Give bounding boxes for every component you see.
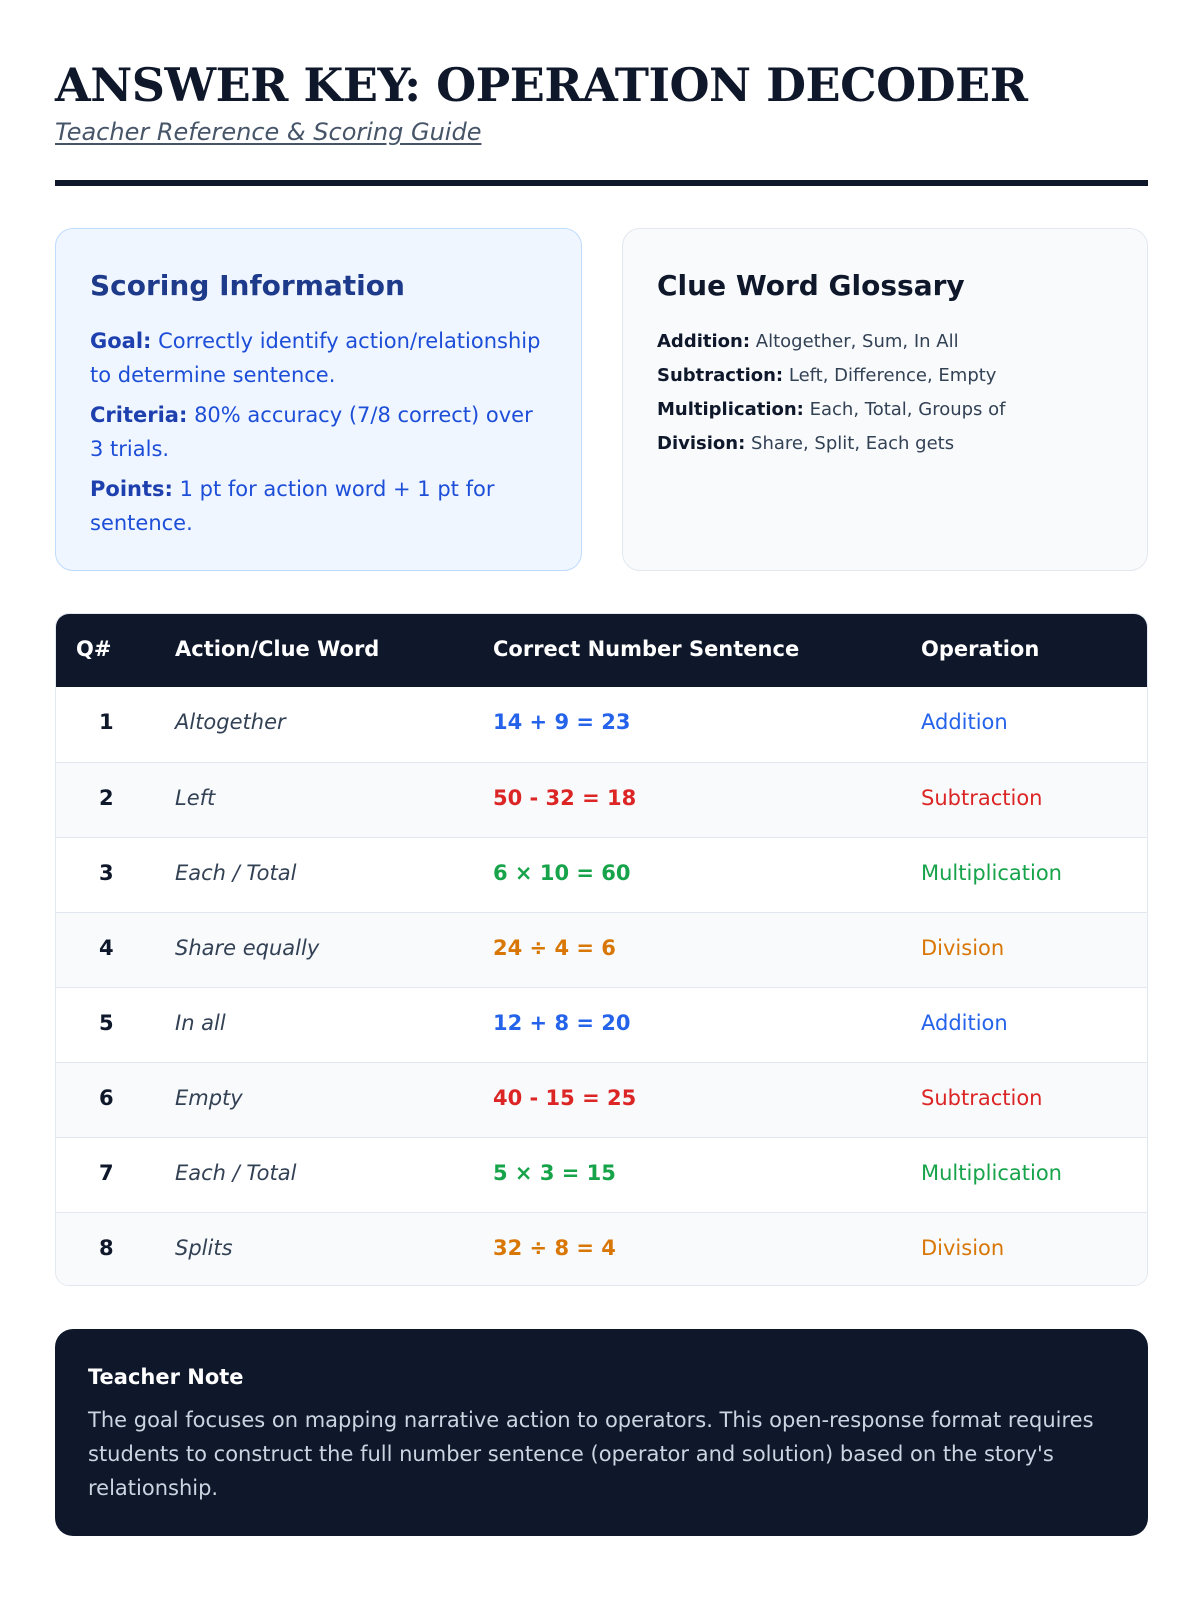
glossary-subtraction [657, 359, 1127, 393]
row-operation: Addition [921, 710, 1008, 734]
row-number-sentence: 12 + 8 = 20 [493, 1011, 631, 1035]
glossary-addition [657, 325, 1127, 359]
row-operation: Multiplication [921, 861, 1062, 885]
scoring-criteria-text: 80% accuracy (7/8 correct) over 3 trials. [90, 403, 533, 461]
scoring-list [90, 324, 550, 546]
row-operation: Division [921, 1236, 1005, 1260]
row-action-word: Splits [175, 1236, 233, 1260]
glossary-multiplication-label: Multiplication: [657, 399, 804, 420]
glossary-division [657, 427, 1127, 461]
table-row [56, 987, 1147, 1062]
header-operation: Operation [921, 637, 1040, 661]
table-row [56, 1062, 1147, 1137]
row-q-number: 2 [99, 786, 114, 810]
glossary-division-label: Division: [657, 433, 746, 454]
row-number-sentence: 50 - 32 = 18 [493, 786, 637, 810]
row-action-word: In all [175, 1011, 226, 1035]
teacher-note-body: The goal focuses on mapping narrative action to operators. This open-response format requires students to construct the full number sentence (operator and solution) based on the story's relationship. [88, 1408, 1094, 1500]
glossary-multiplication [657, 393, 1127, 427]
row-number-sentence: 32 ÷ 8 = 4 [493, 1236, 616, 1260]
scoring-information-card [55, 228, 582, 571]
row-q-number: 8 [99, 1236, 114, 1260]
header-number-sentence: Correct Number Sentence [493, 637, 800, 661]
glossary-addition-text: Altogether, Sum, In All [755, 331, 959, 352]
table-header [56, 614, 1147, 687]
row-operation: Subtraction [921, 1086, 1043, 1110]
row-operation: Subtraction [921, 786, 1043, 810]
row-operation: Multiplication [921, 1161, 1062, 1185]
scoring-points [90, 472, 550, 540]
row-operation: Division [921, 936, 1005, 960]
table-row [56, 687, 1147, 762]
header-divider [55, 180, 1148, 186]
header-action-word: Action/Clue Word [175, 637, 380, 661]
row-q-number: 1 [99, 710, 114, 734]
clue-word-glossary-card [622, 228, 1148, 571]
scoring-criteria [90, 398, 550, 466]
row-action-word: Left [175, 786, 216, 810]
scoring-points-label: Points: [90, 477, 173, 501]
table-row [56, 912, 1147, 987]
row-action-word: Share equally [175, 936, 320, 960]
teacher-note-title: Teacher Note [88, 1365, 244, 1389]
row-number-sentence: 6 × 10 = 60 [493, 861, 631, 885]
glossary-addition-label: Addition: [657, 331, 751, 352]
row-q-number: 4 [99, 936, 114, 960]
header-q-number: Q# [76, 637, 112, 661]
glossary-title: Clue Word Glossary [657, 269, 965, 302]
scoring-points-text: 1 pt for action word + 1 pt for sentence. [90, 477, 495, 535]
glossary-list [657, 325, 1127, 461]
teacher-note [55, 1329, 1148, 1536]
page-subtitle: Teacher Reference & Scoring Guide [55, 118, 482, 146]
row-number-sentence: 14 + 9 = 23 [493, 710, 631, 734]
row-action-word: Altogether [175, 710, 286, 734]
scoring-criteria-label: Criteria: [90, 403, 188, 427]
row-number-sentence: 5 × 3 = 15 [493, 1161, 616, 1185]
row-q-number: 6 [99, 1086, 114, 1110]
row-action-word: Empty [175, 1086, 243, 1110]
row-action-word: Each / Total [175, 1161, 297, 1185]
row-operation: Addition [921, 1011, 1008, 1035]
glossary-subtraction-text: Left, Difference, Empty [788, 365, 997, 386]
row-q-number: 7 [99, 1161, 114, 1185]
row-number-sentence: 24 ÷ 4 = 6 [493, 936, 616, 960]
table-row [56, 762, 1147, 837]
row-q-number: 3 [99, 861, 114, 885]
table-row [56, 1212, 1147, 1286]
row-number-sentence: 40 - 15 = 25 [493, 1086, 637, 1110]
glossary-division-text: Share, Split, Each gets [751, 433, 955, 454]
table-body [56, 687, 1147, 1286]
row-q-number: 5 [99, 1011, 114, 1035]
answer-table [55, 613, 1148, 1286]
glossary-multiplication-text: Each, Total, Groups of [809, 399, 1006, 420]
glossary-subtraction-label: Subtraction: [657, 365, 784, 386]
table-row [56, 1137, 1147, 1212]
row-action-word: Each / Total [175, 861, 297, 885]
page-title: ANSWER KEY: OPERATION DECODER [55, 58, 1028, 112]
scoring-goal-label: Goal: [90, 329, 152, 353]
scoring-goal-text: Correctly identify action/relationship to determine sentence. [90, 329, 541, 387]
scoring-title: Scoring Information [90, 269, 405, 302]
table-row [56, 837, 1147, 912]
scoring-goal [90, 324, 550, 392]
